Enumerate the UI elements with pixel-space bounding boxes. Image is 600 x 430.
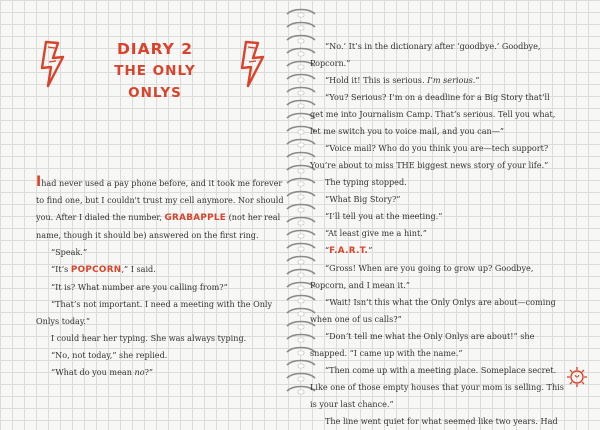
spiral-hole [298, 260, 304, 264]
spiral-hole [298, 91, 304, 95]
spiral-hole [298, 26, 304, 30]
paragraph: “No.’ It’s in the dictionary after ‘goodbye.’ Goodbye, Popcorn.” [310, 41, 541, 68]
spiral-hole [298, 39, 304, 43]
codename-highlight: POPCORN [70, 265, 122, 275]
chapter-name: THE ONLY ONLYS [114, 63, 196, 101]
paragraph: “F.A.R.T.” [325, 245, 373, 256]
paragraph: “It’s POPCORN,” I said. [51, 264, 156, 275]
spiral-hole [298, 143, 304, 147]
spiral-hole [298, 377, 304, 381]
paragraph: The typing stopped. [325, 177, 407, 187]
spiral-hole [298, 195, 304, 199]
dropcap: I [36, 174, 42, 190]
spiral-hole [298, 65, 304, 69]
spiral-hole [298, 351, 304, 355]
spiral-hole [298, 169, 304, 173]
spiral-hole [298, 182, 304, 186]
paragraph: “Voice mail? Who do you think you are—tech support? You’re about to miss THE biggest news story of your life.” [310, 143, 549, 170]
spiral-hole [298, 78, 304, 82]
paragraph: “Hold it! This is serious. I’m serious.” [325, 75, 480, 85]
spiral-hole [298, 312, 304, 316]
spiral-hole [298, 104, 304, 108]
paragraph: Ihad never used a pay phone before, and it took me forever to find one, but I couldn't trust my cell anymore. Nor should you. After I dialed the number, GRABAPPLE (not her real name, though it should be) answered on the first ring. [36, 174, 284, 240]
spiral-hole [298, 52, 304, 56]
spiral-hole [298, 247, 304, 251]
chapter-number: DIARY 2 [116, 40, 194, 58]
spiral-hole [298, 364, 304, 368]
right-body-text [310, 38, 564, 430]
paragraph: “At least give me a hint.” [325, 228, 427, 238]
spiral-hole [298, 325, 304, 329]
chapter-title [85, 38, 225, 104]
paragraph: “It is? What number are you calling from?” [51, 282, 228, 292]
codename-highlight: GRABAPPLE [164, 213, 227, 223]
paragraph: “What do you mean no?” [51, 367, 154, 377]
paragraph: “You? Serious? I’m on a deadline for a Big Story that’ll get me into Journalism Camp. That’s serious. Tell you what, let me switch you to voice mail, and you can—” [310, 92, 556, 136]
paragraph: “Then come up with a meeting place. Someplace secret. Like one of those empty houses that your mom is selling. This is your last chance.” [310, 365, 564, 409]
spiral-hole [298, 299, 304, 303]
paragraph: I could hear her typing. She was always typing. [51, 333, 247, 343]
spiral-hole [298, 273, 304, 277]
paragraph: “No, not today,” she replied. [51, 350, 168, 360]
paragraph: “That’s not important. I need a meeting with the Only Onlys today.” [36, 299, 273, 326]
paragraph: “What Big Story?” [325, 194, 401, 204]
lightning-bolt-icon [236, 40, 272, 88]
paragraph: “Don’t tell me what the Only Onlys are about!” she snapped. “I came up with the name.” [310, 331, 535, 358]
paragraph: “Wait! Isn’t this what the Only Onlys are about—coming when one of us calls?” [310, 297, 556, 324]
spiral-hole [298, 286, 304, 290]
spiral-hole [298, 390, 304, 394]
left-body-text [36, 175, 291, 381]
paragraph: The line went quiet for what seemed like two years. Had [325, 416, 558, 426]
spiral-hole [298, 117, 304, 121]
paragraph: “Speak.” [51, 247, 88, 257]
spiral-hole [298, 338, 304, 342]
codename-highlight: F.A.R.T. [329, 246, 369, 256]
paragraph: “Gross! When are you going to grow up? Goodbye, Popcorn, and I mean it.” [310, 263, 534, 290]
spiral-hole [298, 234, 304, 238]
sun-badge-icon [566, 366, 588, 392]
spiral-hole [298, 130, 304, 134]
right-page [310, 0, 600, 426]
paragraph: “I’ll tell you at the meeting.” [325, 211, 443, 221]
spiral-hole [298, 13, 304, 17]
spiral-hole [298, 221, 304, 225]
spiral-hole [298, 156, 304, 160]
lightning-bolt-icon [36, 40, 72, 88]
spiral-hole [298, 208, 304, 212]
